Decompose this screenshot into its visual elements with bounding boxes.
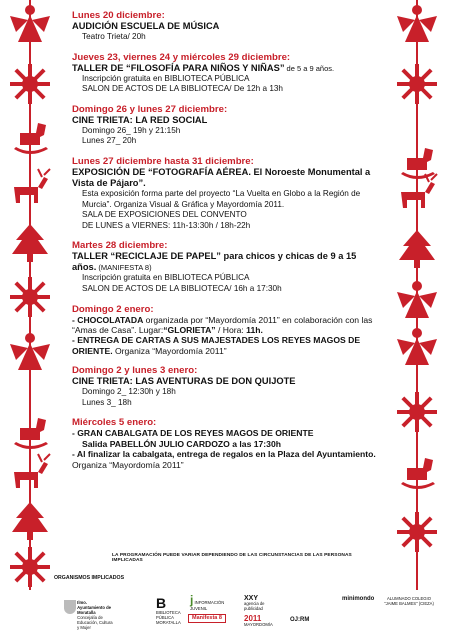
event-detail: Domingo 2_ 12:30h y 18h: [82, 387, 176, 397]
logo-name: 2011: [244, 614, 262, 623]
event-detail: Esta exposición forma parte del proyecto “La Vuelta en Globo a la Región de Murcia”. Organiza Visual & Gráfica y Mayordomía 2011.: [82, 188, 361, 209]
event-bullet: [72, 315, 382, 336]
event-bullet-strong: - GRAN CABALGATA DE LOS REYES MAGOS DE ORIENTE: [72, 428, 314, 439]
event-title-suffix: (MANIFESTA 8): [96, 263, 152, 273]
angel-ornament-icon: [8, 2, 52, 46]
event-bullet-text: organizada por “Mayordomía 2011” en colaboración con las “Amas de Casa”. Lugar:: [72, 314, 373, 335]
event-detail: Inscripción gratuita en BIBLIOTECA PÚBLICA: [82, 273, 250, 283]
snowflake-ornament-icon: [395, 390, 439, 434]
logo-ayuntamiento: [64, 600, 114, 630]
logo-sub: BIBLIOTECA PÚBLICA MORATALLA: [156, 610, 181, 625]
organisms-title: ORGANISMOS IMPLICADOS: [54, 575, 125, 581]
event-title-main: TALLER “RECICLAJE DE PAPEL” para chicos y chicas de 9 a 15 años.: [72, 251, 357, 273]
event-date: Domingo 2 enero:: [72, 303, 154, 315]
rocking-horse-ornament-icon: [8, 115, 52, 159]
event-title: CINE TRIETA: LAS AVENTURAS DE DON QUIJOTE: [72, 376, 296, 387]
event-bullet-text: Organiza “Mayordomía 2011”: [72, 459, 184, 470]
logo-name: minimondo: [342, 596, 375, 602]
event-date: Lunes 27 diciembre hasta 31 diciembre:: [72, 155, 254, 167]
event-bullet-strong: 11h.: [246, 324, 263, 335]
event-bullet-text: / Hora:: [215, 324, 247, 335]
angel-ornament-icon: [395, 325, 439, 369]
snowflake-ornament-icon: [8, 62, 52, 106]
logo-manifesta: Manifesta 8: [188, 614, 226, 623]
event-date: Jueves 23, viernes 24 y miércoles 29 diciembre:: [72, 51, 291, 63]
event-bullet-strong: Salida PABELLÓN JULIO CARDOZO a las 17:30h: [82, 438, 281, 449]
logo-ojrm: OJ:RM: [290, 617, 310, 623]
logo-mayordomia: [244, 616, 274, 627]
event-detail: SALON DE ACTOS DE LA BIBLIOTECA/ De 12h a 13h: [82, 84, 283, 94]
event-bullet: [72, 428, 382, 438]
logo-colegio: ALUMNADO COLEGIO "JAIME BALMES" (CIEZA): [384, 596, 434, 606]
logo-name: Ilmo. Ayuntamiento de Moratalla: [77, 600, 111, 615]
logo-minimondo: [342, 596, 382, 602]
event-title-main: TALLER DE “FILOSOFÍA PARA NIÑOS Y NIÑAS”: [72, 62, 285, 73]
sponsor-logos: [58, 590, 448, 635]
tree-ornament-icon: [8, 222, 52, 266]
logo-sub: agencia de publicidad: [244, 601, 265, 611]
right-ornament-string: [395, 0, 439, 590]
logo-name: XXY: [244, 595, 259, 602]
event-bullet: [72, 449, 382, 470]
logo-biblioteca: [156, 595, 181, 625]
event-title: [72, 251, 382, 273]
event-bullet-text: Organiza “Mayordomía 2011”: [112, 345, 227, 356]
event-date: Miércoles 5 enero:: [72, 417, 157, 429]
snowflake-ornament-icon: [8, 545, 52, 589]
event-detail: Lunes 27_ 20h: [82, 136, 137, 146]
reindeer-ornament-icon: [395, 170, 439, 214]
event-title: EXPOSICIÓN DE “FOTOGRAFÍA AÉREA. El Noroeste Monumental a Vista de Pájaro”.: [72, 166, 371, 188]
event-detail: SALON DE ACTOS DE LA BIBLIOTECA/ 16h a 17:30h: [82, 283, 282, 293]
event-section: [72, 304, 382, 357]
event-section: [72, 10, 382, 43]
event-bullet-strong: - ENTREGA DE CARTAS A SUS MAJESTADES LOS REYES MAGOS DE ORIENTE.: [72, 335, 361, 356]
event-section: [72, 156, 382, 231]
event-title: AUDICIÓN ESCUELA DE MÚSICA: [72, 21, 220, 31]
logo-sub: INFORMACIÓN JUVENIL: [190, 600, 225, 611]
logo-xxy: [244, 596, 274, 611]
angel-ornament-icon: [8, 330, 52, 374]
event-bullet-strong: - CHOCOLATADA: [72, 314, 144, 325]
tree-ornament-icon: [395, 228, 439, 272]
rocking-horse-ornament-icon: [8, 410, 52, 454]
event-title: [72, 63, 382, 74]
event-section: [72, 104, 382, 147]
event-bullet: [72, 439, 382, 449]
logo-informacion-juvenil: [190, 594, 230, 611]
event-bullet-strong: - Al finalizar la cabalgata, entrega de regalos en la Plaza del Ayuntamiento.: [72, 449, 376, 460]
tree-ornament-icon: [8, 500, 52, 544]
left-ornament-string: [8, 0, 52, 590]
reindeer-ornament-icon: [8, 165, 52, 209]
disclaimer: LA PROGRAMACIÓN PUEDE VARIAR DEPENDIENDO DE LAS CIRCUNSTANCIAS DE LAS PERSONAS IMPLICADAS: [112, 553, 352, 563]
coat-of-arms-icon: [64, 600, 76, 614]
event-detail: Lunes 3_ 18h: [82, 397, 132, 407]
snowflake-ornament-icon: [395, 510, 439, 554]
angel-ornament-icon: [395, 278, 439, 322]
event-date: Domingo 26 y lunes 27 diciembre:: [72, 103, 228, 115]
event-detail: DE LUNES a VIERNES: 11h-13:30h / 18h-22h: [82, 220, 251, 230]
event-date: Martes 28 diciembre:: [72, 240, 168, 252]
event-section: [72, 240, 382, 294]
snowflake-ornament-icon: [8, 275, 52, 319]
event-detail: Inscripción gratuita en BIBLIOTECA PÚBLICA: [82, 73, 250, 83]
logo-name: j: [190, 593, 194, 607]
event-date: Domingo 2 y lunes 3 enero:: [72, 365, 198, 377]
logo-sub: Concejalía de Educación, Cultura y Mujer: [77, 615, 113, 630]
event-detail: Teatro Trieta/ 20h: [82, 32, 146, 41]
event-title-suffix: de 5 a 9 años.: [284, 63, 335, 73]
event-bullet-strong: “GLORIETA”: [163, 324, 216, 335]
rocking-horse-ornament-icon: [395, 450, 439, 494]
snowflake-ornament-icon: [395, 62, 439, 106]
event-section: [72, 52, 382, 95]
event-title: CINE TRIETA: LA RED SOCIAL: [72, 114, 208, 125]
event-detail: Domingo 26_ 19h y 21:15h: [82, 125, 181, 135]
reindeer-ornament-icon: [8, 450, 52, 494]
angel-ornament-icon: [395, 2, 439, 46]
event-date: Lunes 20 diciembre:: [72, 10, 165, 21]
event-section: [72, 417, 382, 470]
logo-sub: MAYORDOMÍA: [244, 622, 273, 627]
event-detail: SALA DE EXPOSICIONES DEL CONVENTO: [82, 210, 247, 220]
event-bullet: [72, 335, 382, 356]
logo-name: B: [156, 595, 167, 611]
event-section: [72, 365, 382, 408]
event-program: [72, 10, 382, 479]
